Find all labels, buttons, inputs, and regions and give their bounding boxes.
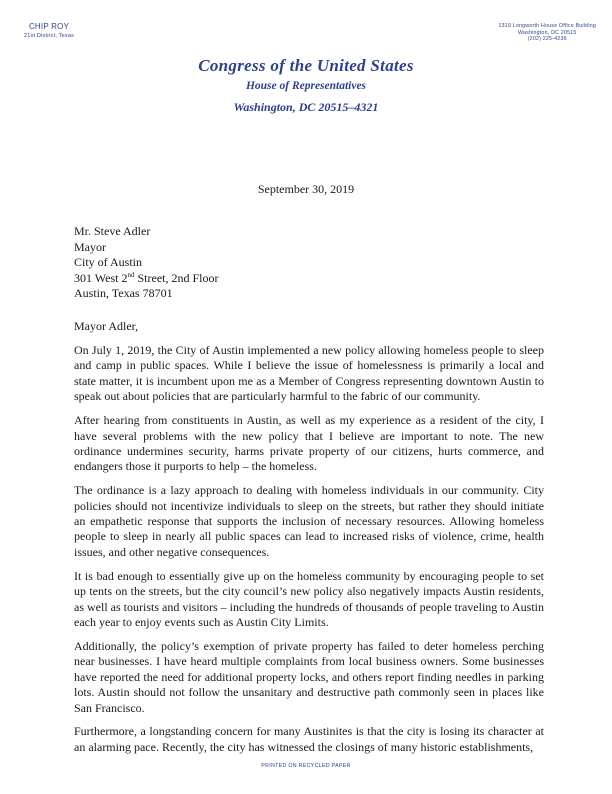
office-phone: (202) 225-4236 [527, 36, 567, 43]
letter-date: September 30, 2019 [257, 182, 355, 196]
office-line-1: 1319 Longworth House Office Building [498, 23, 596, 29]
office-line-2: Washington, DC 20515 [517, 29, 577, 36]
representative-name: CHIP ROY [28, 22, 70, 31]
recipient-city: Austin, Texas 78701 [74, 286, 173, 300]
body-paragraph: It is bad enough to essentially give up on the homeless community by encouraging people to set up tents on the streets, but the city council’s new policy also negatively impacts Austin residents, as well as tourists and visitors – including the hundreds of thousands of people traveling to Austin each year to enjoy events such as Austin City Limits. [74, 568, 544, 629]
body-paragraph: Furthermore, a longstanding concern for many Austinites is that the city is losing its character at an alarming pace. Recently, the city has witnessed the closings of many historic establishments, [74, 724, 544, 754]
street-number: 301 West 2 [74, 270, 128, 285]
salutation: Mayor Adler, [74, 319, 139, 333]
body-paragraph: The ordinance is a lazy approach to dealing with homeless individuals in our community. City policies should not incentivize individuals to sleep on the streets, but rather they should initiate an empathetic response that supports the inclusion of necessary resources. Allowing homeless people to sleep in nearly all public spaces can lead to increased risks of violence, crime, health issues, and other negative consequences. [74, 483, 544, 559]
body-paragraph: On July 1, 2019, the City of Austin implemented a new policy allowing homeless people to sleep and camp in public spaces. While I believe the issue of homelessness is primarily a local and state matter, it is incumbent upon me as a Member of Congress representing downtown Austin to speak out about policies that are particularly harmful to the fabric of our community. [74, 343, 544, 404]
recycled-paper-footer: PRINTED ON RECYCLED PAPER [261, 763, 351, 769]
recipient-address [74, 224, 218, 302]
letterhead-title: Congress of the United States [198, 56, 414, 75]
street-ordinal: nd [127, 270, 135, 279]
representative-block [24, 22, 74, 40]
representative-district: 21st District, Texas [24, 33, 75, 39]
office-address-block [498, 23, 596, 43]
recipient-name: Mr. Steve Adler [74, 224, 151, 238]
recipient-org: City of Austin [74, 255, 143, 269]
letterhead-chamber: House of Representatives [245, 80, 367, 92]
letterhead-location: Washington, DC 20515–4321 [233, 100, 379, 114]
street-rest: Street, 2nd Floor [134, 270, 219, 285]
body-paragraph: Additionally, the policy’s exemption of private property has failed to deter homeless perching near businesses. I have heard multiple complaints from local business owners. Some businesses have reported the need for additional property locks, and others report finding needles in parking lots. Austin should not follow the unsanitary and destructive path commonly seen in places like San Francisco. [74, 638, 544, 715]
body-paragraph: After hearing from constituents in Austin, as well as my experience as a resident of the city, I have several problems with the new policy that I believe are important to note. The new ordinance undermines security, harms private property of our citizens, hurts commerce, and endangers those it purports to help – the homeless. [74, 413, 544, 474]
letter-body [74, 343, 544, 764]
recipient-street [74, 271, 218, 287]
recipient-title: Mayor [74, 239, 106, 254]
